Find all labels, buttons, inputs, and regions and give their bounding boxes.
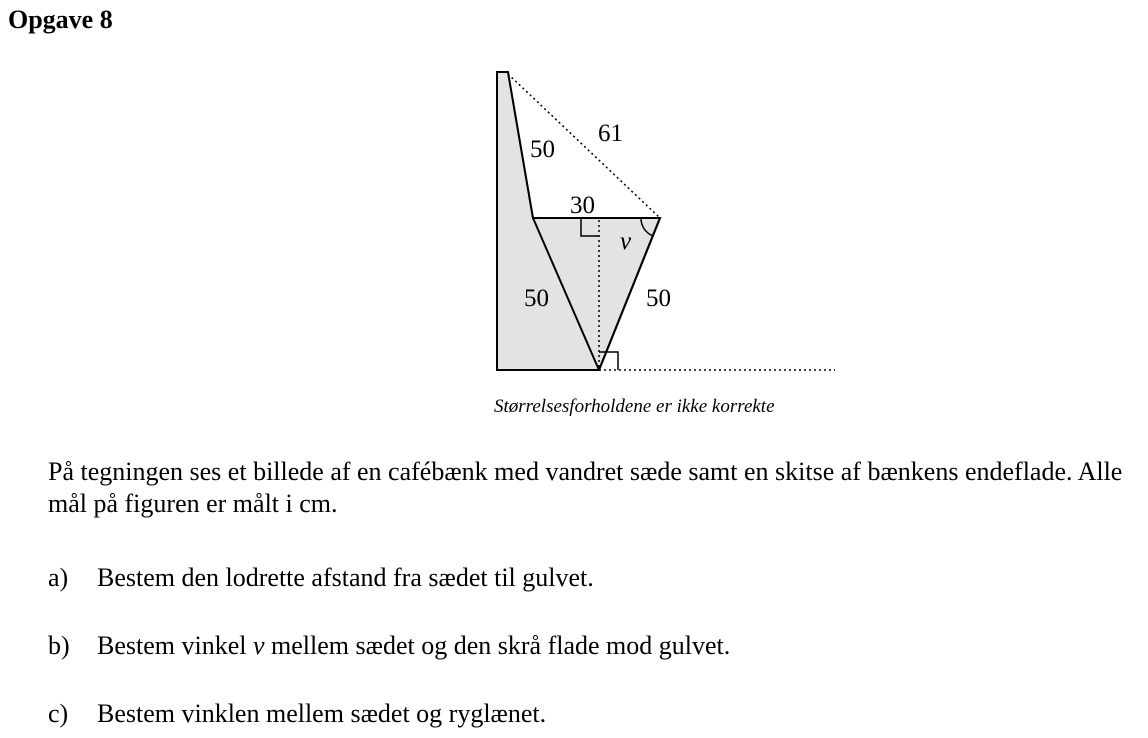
question-b-label: b) <box>48 631 70 660</box>
question-b-text-before: Bestem vinkel <box>97 631 253 660</box>
figure-caption: Størrelsesforholdene er ikke korrekte <box>494 396 775 417</box>
label-front-left: 50 <box>524 285 549 312</box>
label-diagonal: 61 <box>598 120 623 147</box>
question-a-text: Bestem den lodrette afstand fra sædet til gulvet. <box>97 563 594 592</box>
label-seat-width: 30 <box>570 192 595 219</box>
label-angle-v: v <box>620 228 632 255</box>
label-back-upper: 50 <box>530 136 555 163</box>
question-b-variable: v <box>252 631 265 660</box>
question-a <box>48 562 594 594</box>
question-b <box>48 630 730 662</box>
question-c-label: c) <box>48 699 69 728</box>
intro-text: På tegningen ses et billede af en cafébænk med vandret sæde samt en skitse af bænkens endeflade. Alle mål på figuren er målt i cm. <box>48 457 1123 518</box>
question-b-text-after: mellem sædet og den skrå flade mod gulvet. <box>264 631 731 660</box>
question-c <box>48 698 546 730</box>
question-a-label: a) <box>48 563 69 592</box>
exercise-title: Opgave 8 <box>8 5 113 34</box>
label-front-right: 50 <box>646 285 671 312</box>
question-c-text: Bestem vinklen mellem sædet og ryglænet. <box>97 699 547 728</box>
